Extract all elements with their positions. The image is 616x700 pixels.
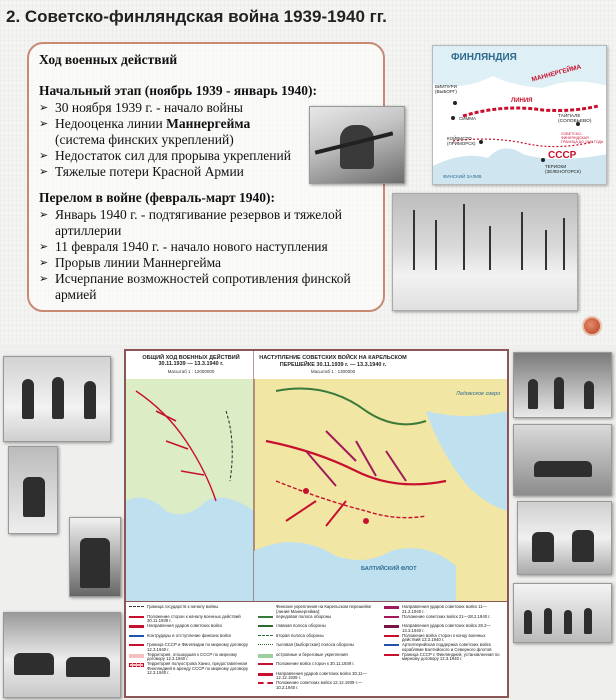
map-label-terioki: ТЕРИОКИ (ЗЕЛЕНОГОРСК) — [545, 164, 581, 174]
map-label-fleet: БАЛТИЙСКИЙ ФЛОТ — [361, 566, 417, 572]
legend-swatch — [384, 635, 399, 639]
photo-ski-troops — [3, 356, 111, 442]
photo-sniper — [309, 106, 405, 184]
arrow-bullet-icon: ➢ — [39, 150, 49, 162]
list-item: ➢ 30 ноября 1939 г. - начало войны — [39, 100, 244, 115]
arrow-bullet-icon: ➢ — [39, 273, 49, 285]
legend-label: Граница СССР и Финляндии по мирному договору 12.3.1940 г. — [147, 642, 249, 652]
list-item: ➢ Январь 1940 г. - подтягивание резервов и тяжелой артиллерии — [39, 207, 343, 238]
legend-swatch — [384, 606, 399, 609]
legend-label: Артиллерийская поддержка советских войск кораблями Балтийского и Северного флотов — [402, 642, 492, 652]
legend-swatch — [258, 625, 273, 629]
map-label-gulf: ФИНСКИЙ ЗАЛИВ — [443, 174, 482, 179]
legend-column-3 — [384, 605, 505, 662]
map-left-header: ОБЩИЙ ХОД ВОЕННЫХ ДЕЙСТВИЙ 30.11.1939 — 13.3.1940 г. — [142, 355, 240, 367]
war-map — [124, 349, 509, 698]
legend-column-2 — [258, 605, 380, 691]
legend-label: Территория, отошедшая к СССР по мирному договору 12.3.1940 г. — [147, 651, 237, 662]
legend-swatch — [258, 682, 273, 686]
list-item: ➢ Недостаток сил для прорыва укреплений — [39, 148, 291, 163]
arrow-bullet-icon: ➢ — [39, 241, 49, 253]
legend-label: Граница государств к началу войны — [147, 604, 219, 609]
photo-soldier-snow — [8, 446, 58, 534]
legend-swatch — [384, 625, 399, 628]
legend-label: островные и береговые укрепления — [276, 651, 348, 657]
map-label-vyborg: ВИИПУРИ (ВЫБОРГ) — [435, 84, 457, 94]
map-label-simma: СИММА — [459, 116, 476, 121]
legend-swatch — [384, 644, 399, 646]
arrow-bullet-icon: ➢ — [39, 166, 49, 178]
list-item: ➢ Прорыв линии Маннергейма — [39, 255, 222, 270]
legend-label: главная полоса обороны — [276, 623, 326, 628]
legend-swatch — [129, 644, 144, 648]
legend-item — [129, 661, 254, 676]
list-item: ➢ Недооценка линии Маннергейма (система финских укреплений) — [39, 116, 251, 147]
map-label-koivisto: КОЙВИСТО (ПРИМОРСК) — [447, 136, 476, 146]
legend-label: Положение сторон к началу военных действий 30.11.1939 г. — [147, 613, 241, 624]
photo-ski-column — [513, 583, 612, 643]
list-item: ➢ Исчерпание возможностей сопротивления финской армией — [39, 271, 351, 302]
war-map-graphic — [126, 351, 507, 601]
legend-label: Положение войск сторон к концу военных действий 13.3.1940 г. — [402, 632, 486, 643]
map-label-note: СОВЕТСКО-ФИНЛЯНДСКАЯ ГРАНИЦА ДО 1940 ГОДА — [561, 132, 604, 144]
slide-title: 2. Советско-финляндская война 1939-1940 гг. — [6, 7, 387, 26]
legend-swatch — [384, 654, 399, 658]
legend-label: вторая полоса обороны — [276, 632, 324, 638]
arrow-bullet-icon: ➢ — [39, 118, 49, 130]
legend-label: Направления ударов советских войск — [147, 623, 222, 628]
legend-swatch — [258, 673, 273, 676]
box-heading: Ход военных действий — [39, 52, 178, 67]
legend-swatch — [258, 635, 273, 639]
list-item: ➢ 11 февраля 1940 г. - начало нового наступления — [39, 239, 328, 254]
legend-label: Финские укрепления на Карельском перешейке (линия Маннергейма): — [276, 604, 372, 614]
legend-swatch — [258, 616, 273, 620]
map-right-header: НАСТУПЛЕНИЕ СОВЕТСКИХ ВОЙСК НА КАРЕЛЬСКОМ ПЕРЕШЕЙКЕ 30.11.1939 г. — 13.3.1940 г. — [259, 355, 407, 368]
map-label-ussr: СССР — [548, 150, 577, 161]
map-label-taipale: ТАЙПАЛЕ (СОЛОВЬЕВО) — [558, 114, 592, 124]
map-right-scale: Масштаб 1 : 1300000 — [310, 369, 356, 374]
photo-soldiers-forest — [513, 352, 612, 418]
section-2-heading: Перелом в войне (февраль-март 1940): — [39, 190, 276, 205]
legend-swatch — [384, 616, 399, 620]
legend-label: Территория полуострова Ханко, предоставленная Финляндией в аренду СССР по мирному договору 12.3.1940 г. — [147, 661, 249, 676]
legend-column-1 — [129, 604, 254, 676]
legend-swatch — [129, 654, 144, 658]
legend-swatch — [129, 635, 144, 637]
arrow-bullet-icon: ➢ — [39, 102, 49, 114]
photo-gun-crew — [517, 501, 612, 575]
legend-label: Положение советских войск 12.12.1939 г.—10.2.1940 г. — [276, 680, 363, 690]
slide-2 — [0, 346, 616, 700]
photo-machine-gun — [513, 424, 612, 496]
legend-label: Контрудары и отступление финских войск — [147, 632, 231, 638]
legend-label: Положение войск сторон к 30.11.1939 г. — [276, 661, 355, 666]
photo-soldier-helmet — [69, 517, 121, 597]
legend-swatch — [129, 663, 144, 667]
section-2-list — [39, 207, 373, 303]
map-label-mannerheim: МАННЕРГЕЙМА — [530, 63, 583, 84]
map-label-line: ЛИНИЯ — [511, 98, 533, 104]
legend-swatch — [129, 616, 144, 618]
photo-snow-field — [392, 193, 578, 311]
map-finland — [432, 45, 607, 185]
legend-swatch — [258, 663, 273, 667]
arrow-bullet-icon: ➢ — [39, 257, 49, 269]
legend-item — [258, 681, 380, 691]
legend-label: тыловая (выборгская) полоса обороны — [276, 642, 354, 647]
map-label-finland: ФИНЛЯНДИЯ — [451, 52, 517, 63]
legend-swatch — [258, 644, 273, 648]
legend-swatch — [129, 625, 144, 628]
legend-label: Граница СССР с Финляндией, установленная по мирному договору 12.3.1940 г. — [402, 651, 500, 662]
legend-label: передовая полоса обороны — [276, 613, 332, 619]
legend-label: Направления ударов советских войск 28.2—13.3.1940 г. — [402, 623, 491, 633]
map-left-scale: Масштаб 1 : 12000000 — [167, 369, 215, 374]
legend-swatch — [129, 606, 144, 610]
legend-swatch — [258, 654, 273, 658]
next-slide-button[interactable] — [582, 316, 602, 336]
slide-1 — [0, 0, 616, 346]
legend-swatch — [258, 606, 273, 610]
legend-label: Направления ударов советских войск 11—21.2.1940 г. — [402, 604, 487, 614]
map-legend — [126, 601, 507, 696]
legend-item — [384, 653, 505, 663]
section-1-heading: Начальный этап (ноябрь 1939 - январь 1940): — [39, 83, 317, 98]
map-label-lake: Ладожское озеро — [456, 391, 501, 397]
photo-tanks — [3, 612, 121, 698]
legend-label: Направления ударов советских войск 30.11—12.12.1939 г. — [276, 670, 367, 681]
legend-label: Положение советских войск 21—28.2.1940 г. — [402, 613, 491, 619]
arrow-bullet-icon: ➢ — [39, 209, 49, 221]
list-item: ➢ Тяжелые потери Красной Армии — [39, 164, 244, 179]
